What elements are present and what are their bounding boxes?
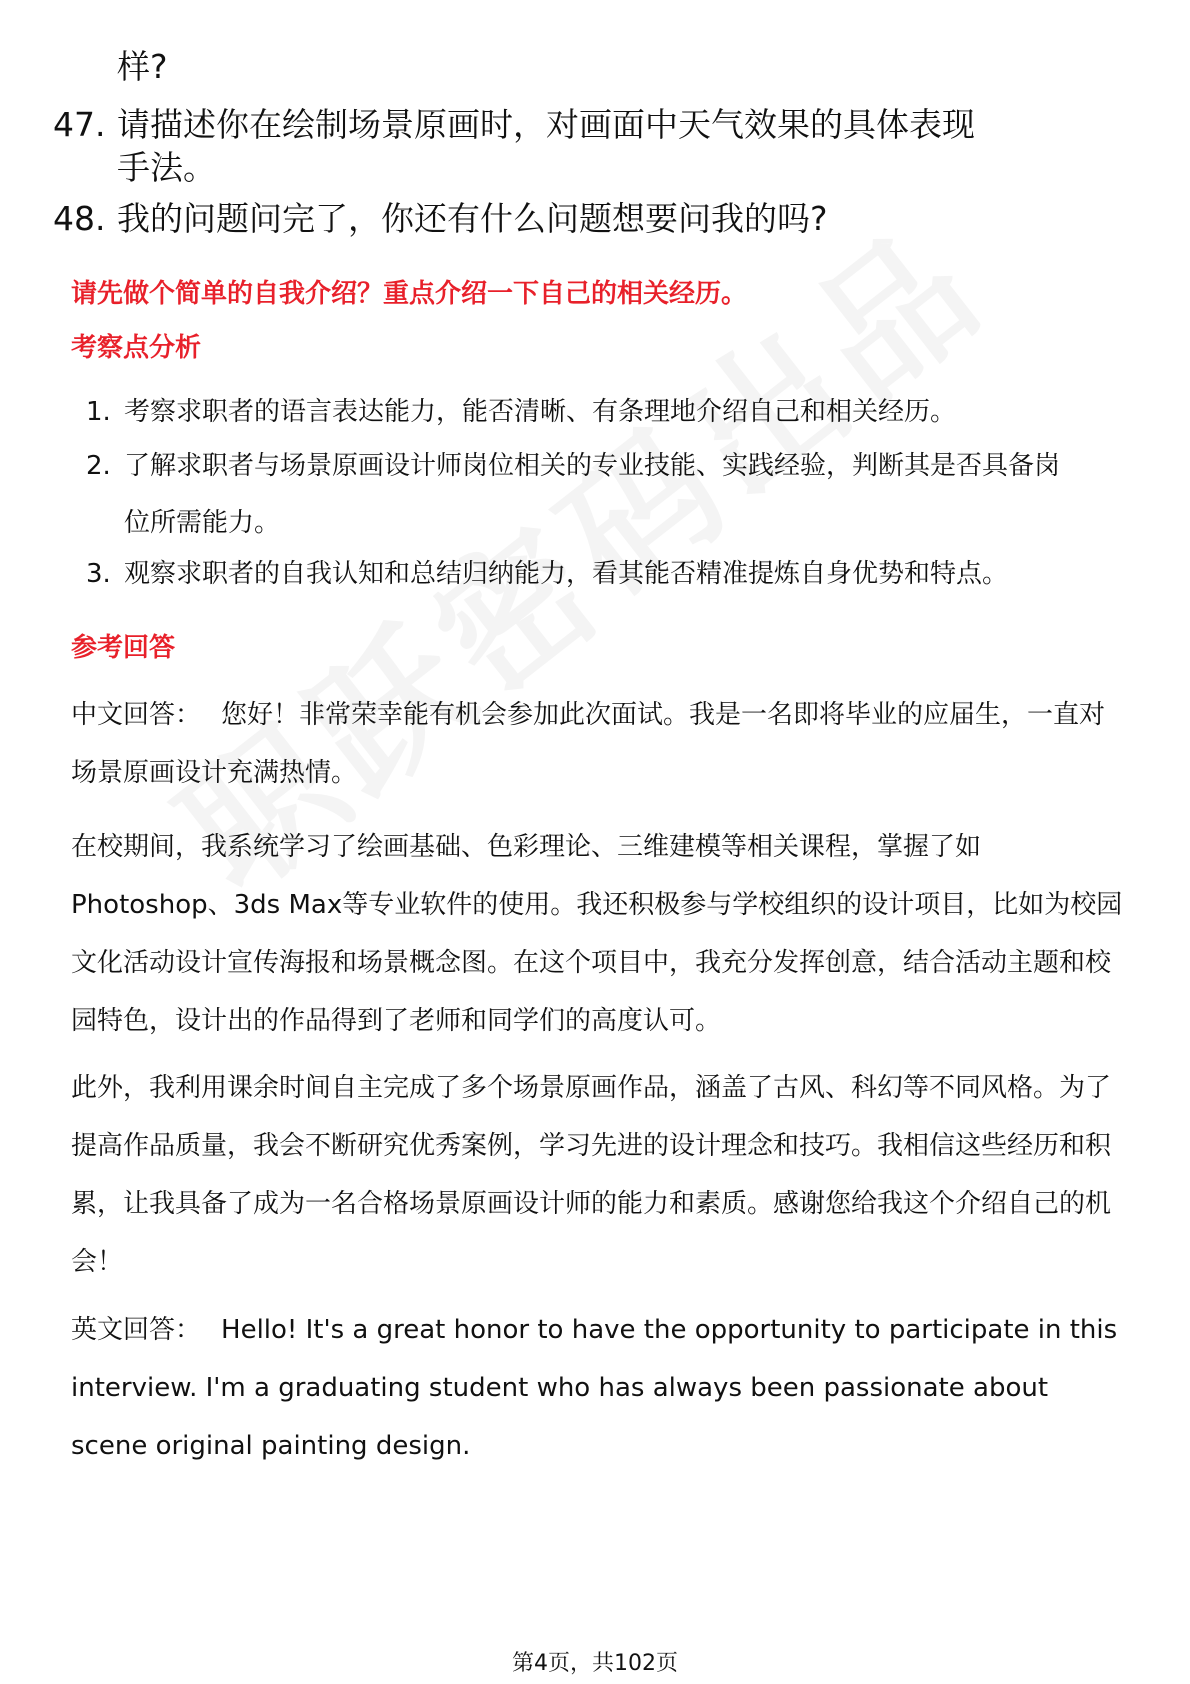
question-48 xyxy=(53,198,1053,243)
chinese-answer-paragraph-2: 在校期间，我系统学习了绘画基础、色彩理论、三维建模等相关课程，掌握了如Photoshop、3ds Max等专业软件的使用。我还积极参与学校组织的设计项目，比如为校园文化活动设计宣传海报和场景概念图。在这个项目中，我充分发挥创意，结合活动主题和校园特色，设计出的作品得到了老师和同学们的高度认可。 xyxy=(71,832,1123,1036)
english-answer-paragraph xyxy=(71,1301,1131,1475)
question-47 xyxy=(53,104,1053,194)
point-text: 观察求职者的自我认知和总结归纳能力，看其能否精准提炼自身优势和特点。 xyxy=(124,559,1009,589)
chinese-answer-label: 中文回答： xyxy=(71,700,202,730)
point-number: 1. xyxy=(86,397,111,427)
chinese-answer-paragraph-3: 此外，我利用课余时间自主完成了多个场景原画作品，涵盖了古风、科幻等不同风格。为了提高作品质量，我会不断研究优秀案例，学习先进的设计理念和技巧。我相信这些经历和积累，让我具备了成为一名合格场景原画设计师的能力和素质。感谢您给我这个介绍自己的机会！ xyxy=(71,1073,1112,1277)
section-title: 请先做个简单的自我介绍？重点介绍一下自己的相关经历。 xyxy=(71,279,748,309)
page-footer: 第4页，共102页 xyxy=(512,1651,678,1676)
chinese-answer-paragraph-1 xyxy=(71,686,1131,802)
answer-heading: 参考回答 xyxy=(71,633,176,663)
english-answer-label: 英文回答： xyxy=(71,1315,202,1345)
chinese-answer-text-1: 您好！非常荣幸能有机会参加此次面试。我是一名即将毕业的应届生，一直对场景原画设计充满热情。 xyxy=(71,700,1106,788)
point-number: 3. xyxy=(86,559,111,589)
question-text: 样? xyxy=(117,47,168,86)
question-number: 47. xyxy=(53,105,106,144)
point-text: 了解求职者与场景原画设计师岗位相关的专业技能、实践经验，判断其是否具备岗位所需能力。 xyxy=(124,451,1061,538)
english-answer-text: Hello! It's a great honor to have the opportunity to participate in this interview. I'm a graduating student who has always been passionate about scene original painting design. xyxy=(71,1315,1118,1461)
point-text: 考察求职者的语言表达能力，能否清晰、有条理地介绍自己和相关经历。 xyxy=(124,397,957,427)
question-continuation xyxy=(53,46,1053,91)
question-text: 我的问题问完了，你还有什么问题想要问我的吗? xyxy=(117,199,828,238)
analysis-heading: 考察点分析 xyxy=(71,333,202,363)
question-text: 请描述你在绘制场景原画时，对画面中天气效果的具体表现手法。 xyxy=(117,105,975,187)
question-number: 48. xyxy=(53,199,106,238)
point-number: 2. xyxy=(86,451,111,481)
